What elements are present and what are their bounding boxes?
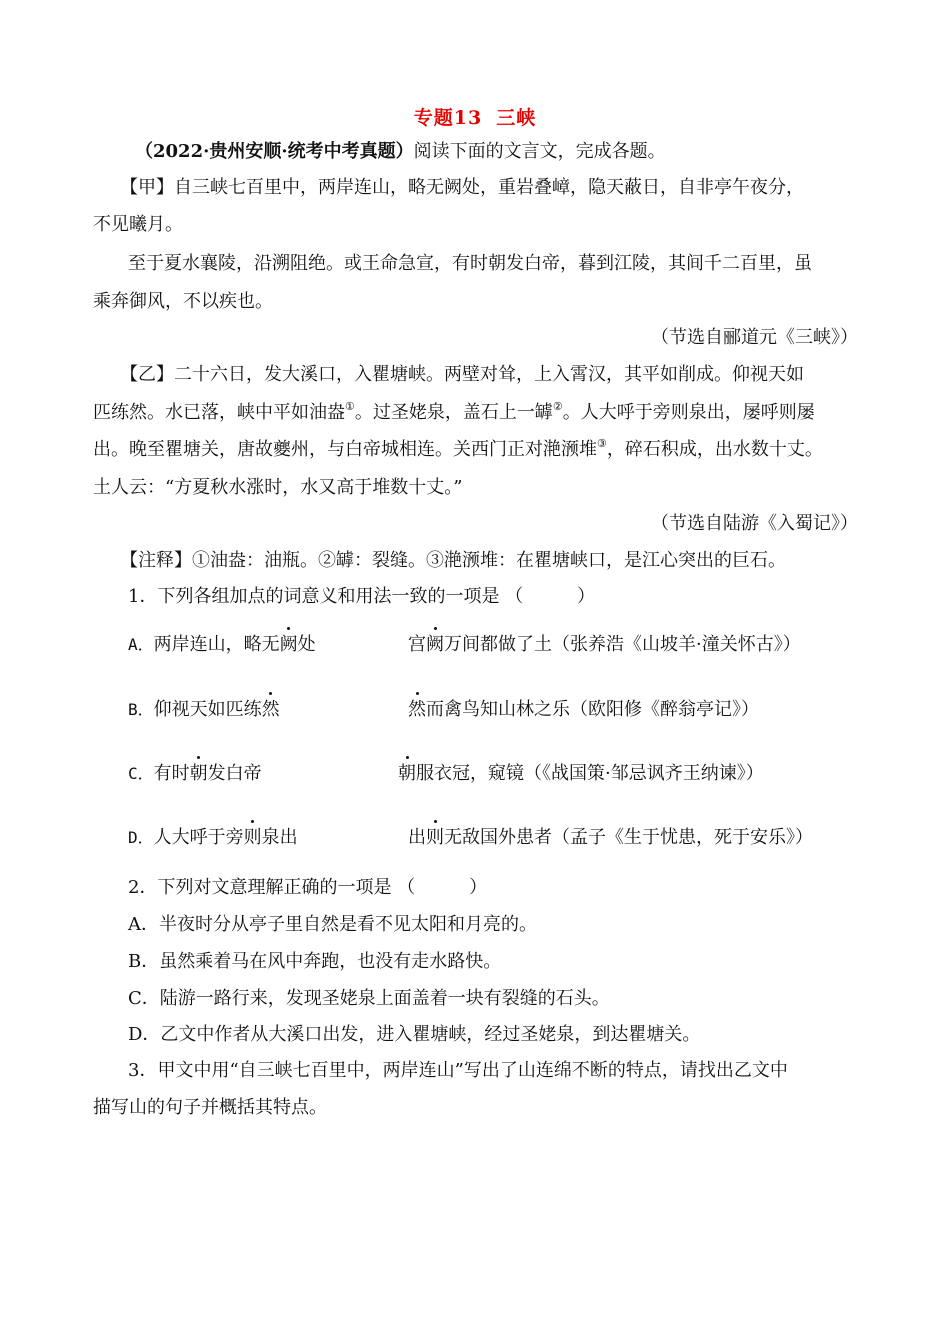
q2-option-d: D．乙文中作者从大溪口出发，进入瞿塘峡，经过圣姥泉，到达瞿塘关。: [128, 1024, 701, 1045]
yi-line2-part2: 。过圣姥泉，盖石上一罅: [354, 402, 553, 423]
yi-line2-part3: 。人大呼于旁则泉出，屡呼则屡: [562, 402, 815, 423]
note-ref-1: ①: [345, 400, 355, 413]
q1-option-c-left-post: 发白帝: [207, 763, 262, 784]
q1-option-a-right-pre: 宫: [408, 634, 426, 655]
jia-p1-line2: 不见曦月。: [93, 214, 183, 235]
intro-line: [135, 140, 666, 164]
q1-option-c-label: C．: [128, 764, 154, 783]
q1-option-d-label: D．: [128, 828, 154, 847]
q1-option-b-left-pre: 仰视天如匹练: [153, 699, 262, 720]
yi-source: （节选自陆游《入蜀记》）: [651, 513, 858, 534]
q2-option-c: C．陆游一路行来，发现圣姥泉上面盖着一块有裂缝的石头。: [128, 988, 610, 1009]
yi-line2: [93, 401, 815, 425]
q1-option-d-left-pre: 人大呼于旁: [153, 827, 244, 848]
q1-option-b-left: [128, 698, 280, 722]
page-title: [0, 103, 950, 130]
yi-line3-part2: ，碎石积成，出水数十丈。: [606, 439, 823, 460]
q1-option-b-right-post: 而禽鸟知山林之乐（欧阳修《醉翁亭记》）: [426, 699, 759, 720]
q2-option-a: A．半夜时分从亭子里自然是看不见太阳和月亮的。: [128, 914, 537, 935]
emphasis-dot-word: 然: [408, 699, 426, 720]
emphasis-dot-word: 阙: [279, 634, 298, 655]
title-name: 三峡: [496, 107, 537, 129]
jia-p2-line1: 至于夏水襄陵，沿溯阻绝。或王命急宣，有时朝发白帝，暮到江陵，其间千二百里，虽: [128, 253, 812, 274]
emphasis-dot-word: 然: [261, 699, 280, 720]
q1-option-d-left-post: 泉出: [261, 827, 298, 848]
yi-line1: 【乙】二十六日，发大溪口，入瞿塘峡。两壁对耸，上入霄汉，其平如削成。仰视天如: [120, 364, 804, 385]
jia-p2-line2: 乘奔御风，不以疾也。: [93, 291, 273, 312]
intro-source: （2022·贵州安顺·统考中考真题）: [135, 141, 414, 162]
q1-option-c-left-pre: 有时: [153, 763, 190, 784]
q1-option-b-right: [408, 698, 759, 722]
yi-line2-part1: 匹练然。水已落，峡中平如油盎: [93, 402, 345, 423]
question-3-line1: 3．甲文中用“自三峡七百里中，两岸连山”写出了山连绵不断的特点，请找出乙文中: [128, 1060, 788, 1081]
jia-p1-line1: 【甲】自三峡七百里中，两岸连山，略无阙处，重岩叠嶂，隐天蔽日，自非亭午夜分，: [120, 177, 804, 198]
q1-option-a-left-post: 处: [297, 634, 316, 655]
emphasis-dot-word: 阙: [426, 634, 444, 655]
title-prefix: 专题13: [413, 107, 483, 129]
note-ref-3: ③: [597, 437, 607, 450]
q1-option-d-right: [408, 826, 813, 850]
emphasis-dot-word: 朝: [398, 763, 416, 784]
annotation-notes: 【注释】①油盎：油瓶。②罅：裂缝。③滟滪堆：在瞿塘峡口，是江心突出的巨石。: [120, 550, 786, 571]
question-1-stem: 1．下列各组加点的词意义和用法一致的一项是 （ ）: [128, 586, 596, 607]
jia-source: （节选自郦道元《三峡》）: [651, 327, 858, 348]
yi-line3-part1: 出。晚至瞿塘关，唐故夔州，与白帝城相连。关西门正对滟滪堆: [93, 439, 597, 460]
yi-line3: [93, 438, 823, 462]
q1-option-a-right-post: 万间都做了土（张养浩《山坡羊·潼关怀古》）: [444, 634, 801, 655]
emphasis-dot-word: 朝: [189, 763, 208, 784]
q1-option-d-right-pre: 出: [408, 827, 426, 848]
q1-option-a-label: A．: [128, 635, 154, 654]
emphasis-dot-word: 则: [426, 827, 444, 848]
q1-option-a-left: [128, 633, 316, 657]
q1-option-c-right: [398, 762, 764, 786]
q1-option-b-label: B．: [128, 700, 154, 719]
q1-option-c-left: [128, 762, 262, 786]
note-ref-2: ②: [552, 400, 563, 413]
q1-option-d-left: [128, 826, 298, 850]
yi-line4: 土人云：“方夏秋水涨时，水又高于堆数十丈。”: [93, 477, 463, 498]
intro-instruction: 阅读下面的文言文，完成各题。: [413, 141, 666, 162]
emphasis-dot-word: 则: [243, 827, 262, 848]
q1-option-d-right-post: 无敌国外患者（孟子《生于忧患，死于安乐》）: [444, 827, 813, 848]
question-2-stem: 2．下列对文意理解正确的一项是 （ ）: [128, 877, 488, 898]
q1-option-a-left-pre: 两岸连山，略无: [153, 634, 280, 655]
q1-option-c-right-post: 服衣冠，窥镜（《战国策·邹忌讽齐王纳谏》）: [416, 763, 764, 784]
q2-option-b: B．虽然乘着马在风中奔跑，也没有走水路快。: [128, 951, 502, 972]
q1-option-a-right: [408, 633, 801, 657]
question-3-line2: 描写山的句子并概括其特点。: [93, 1097, 327, 1118]
